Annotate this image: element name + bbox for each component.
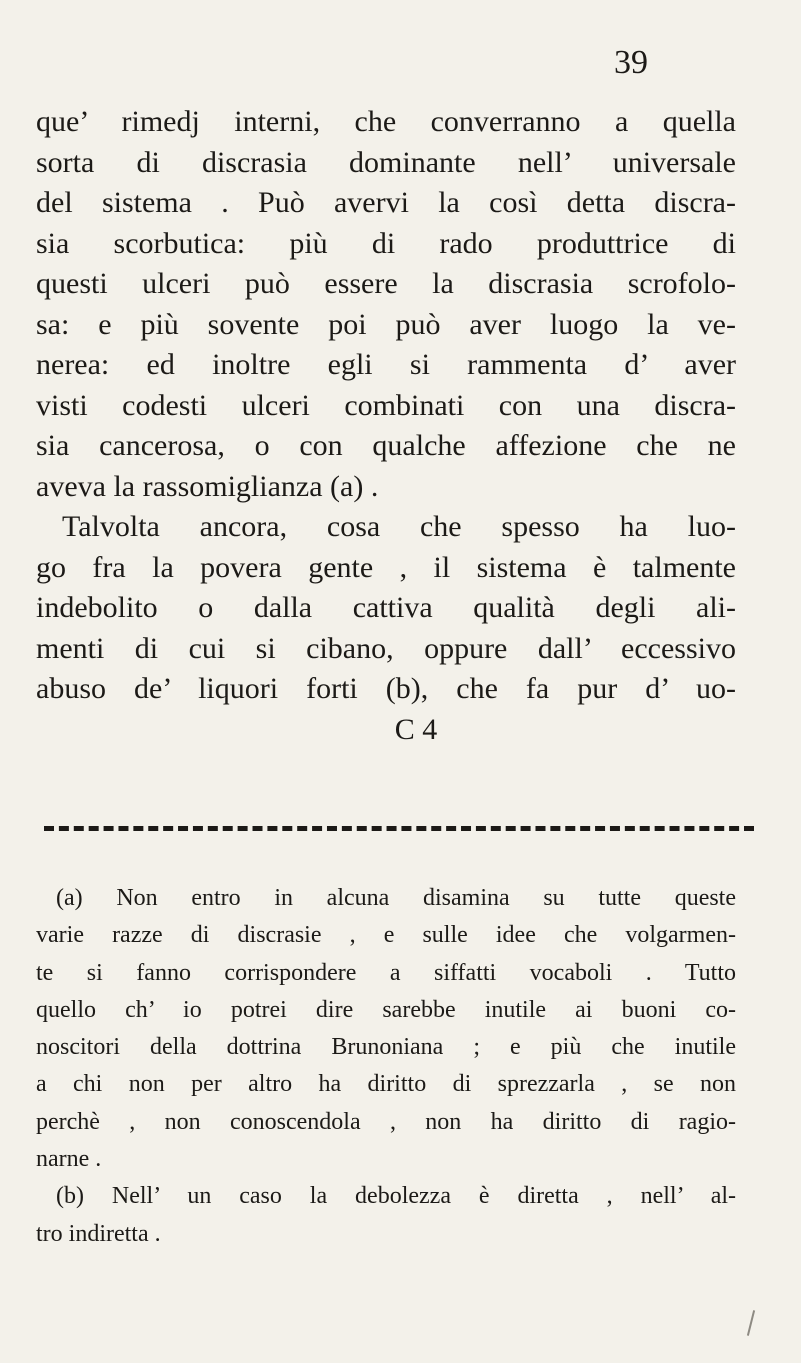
text-line: nerea: ed inoltre egli si rammenta d’ aver [36,348,736,381]
footnote-line: varie razze di discrasie , e sulle idee che volgarmen- [36,922,736,949]
text-line: Talvolta ancora, cosa che spesso ha luo- [62,510,736,543]
footnote-line: (a) Non entro in alcuna disamina su tutte queste [56,885,736,911]
text-line: sa: e più sovente poi può aver luogo la ve- [36,307,736,341]
text-line: abuso de’ liquori forti (b), che fa pur d’ uo- [36,672,736,705]
page-number: 39 [614,44,648,81]
text-line: sia cancerosa, o con qualche affezione che ne [36,429,736,462]
text-line: visti codesti ulceri combinati con una discra- [36,388,736,422]
text-line: aveva la rassomiglianza (a) . [36,469,379,503]
footnotes [36,880,736,1253]
footnote-line: te si fanno corrispondere a siffatti vocaboli . Tutto [36,959,736,986]
footnote-line: perchè , non conoscendola , non ha diritto di ragio- [36,1108,736,1135]
text-line: sia scorbutica: più di rado produttrice di [36,226,736,260]
ink-mark [747,1310,755,1336]
text-line: menti di cui si cibano, oppure dall’ eccessivo [36,631,736,665]
footnote-line: tro indiretta . [36,1220,161,1247]
footnote-line: quello ch’ io potrei dire sarebbe inutile ai buoni co- [36,996,736,1023]
footnote-line: (b) Nell’ un caso la debolezza è diretta , nell’ al- [56,1183,736,1210]
footnote-line: a chi non per altro ha diritto di sprezzarla , se non [36,1071,736,1098]
text-line: questi ulceri può essere la discrasia scrofolo- [36,267,736,300]
text-line: go fra la povera gente , il sistema è talmente [36,550,736,584]
text-line: del sistema . Può avervi la così detta discra- [36,186,736,219]
footnote-line: noscitori della dottrina Brunoniana ; e più che inutile [36,1034,736,1061]
text-line: sorta di discrasia dominante nell’ universale [36,145,736,179]
text-line: indebolito o dalla cattiva qualità degli ali- [36,591,736,624]
footnote-divider [44,826,754,831]
text-line: que’ rimedj interni, che converranno a quella [36,105,736,138]
signature-mark: C 4 [394,712,438,746]
main-text [36,102,736,750]
footnote-line: narne . [36,1146,102,1173]
